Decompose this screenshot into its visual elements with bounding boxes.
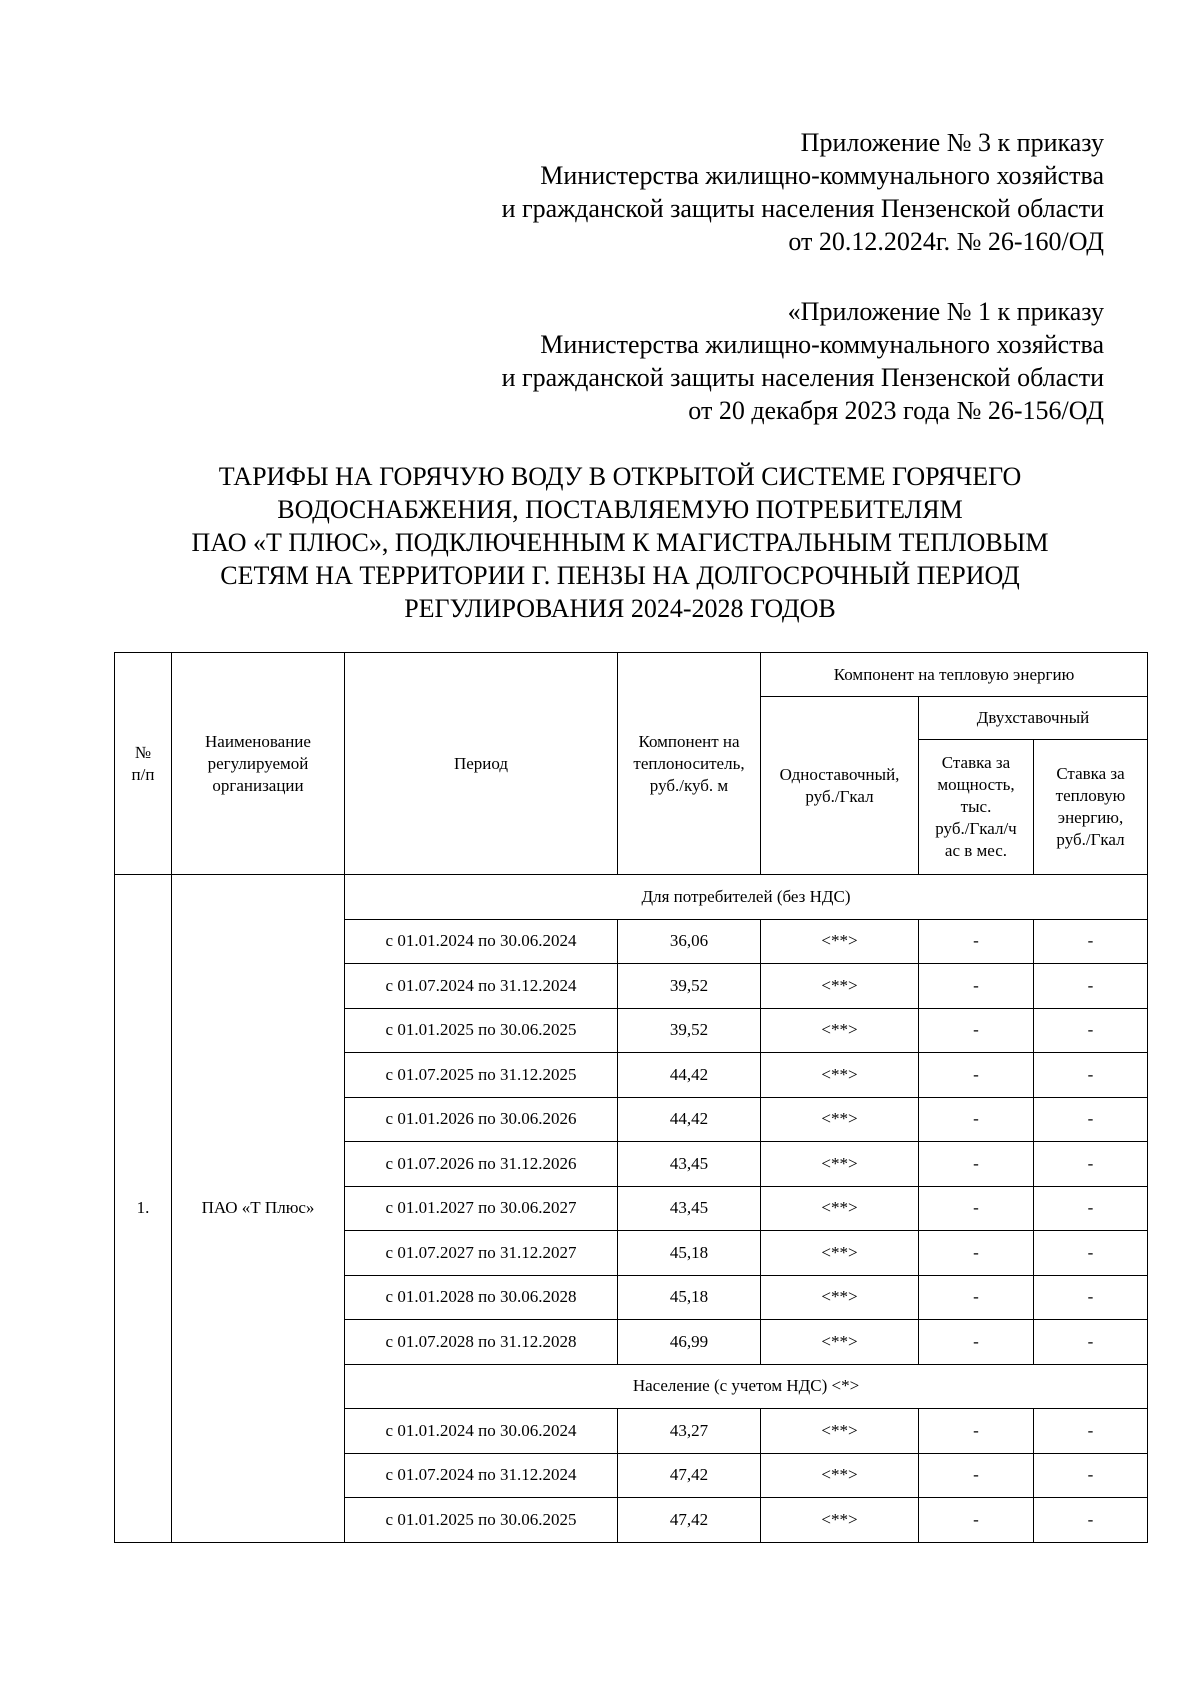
table-header <box>115 653 1148 875</box>
power-rate-cell: - <box>919 919 1034 964</box>
carrier-cell: 44,42 <box>618 1097 761 1142</box>
energy-rate-cell: - <box>1034 1498 1148 1543</box>
period-cell: с 01.01.2026 по 30.06.2026 <box>345 1097 618 1142</box>
header-organization: Наименование регулируемой организации <box>172 653 345 875</box>
title-line: РЕГУЛИРОВАНИЯ 2024-2028 ГОДОВ <box>404 594 836 623</box>
appendix-3-reference <box>502 126 1104 258</box>
energy-rate-cell: - <box>1034 964 1148 1009</box>
title-line: ТАРИФЫ НА ГОРЯЧУЮ ВОДУ В ОТКРЫТОЙ СИСТЕМЕ ГОРЯЧЕГО <box>218 462 1022 491</box>
single-rate-cell: <**> <box>761 919 919 964</box>
energy-rate-cell: - <box>1034 1008 1148 1053</box>
energy-rate-cell: - <box>1034 1453 1148 1498</box>
header-period: Период <box>345 653 618 875</box>
power-rate-cell: - <box>919 1409 1034 1454</box>
single-rate-cell: <**> <box>761 1275 919 1320</box>
period-cell: с 01.01.2027 по 30.06.2027 <box>345 1186 618 1231</box>
power-rate-cell: - <box>919 1186 1034 1231</box>
power-rate-cell: - <box>919 964 1034 1009</box>
carrier-cell: 44,42 <box>618 1053 761 1098</box>
energy-rate-cell: - <box>1034 1142 1148 1187</box>
single-rate-cell: <**> <box>761 1097 919 1142</box>
appendix-1-line: от 20 декабря 2023 года № 26-156/ОД <box>688 396 1104 425</box>
row-number: 1. <box>115 875 172 1543</box>
power-rate-cell: - <box>919 1008 1034 1053</box>
table-body <box>115 875 1148 1543</box>
carrier-cell: 39,52 <box>618 964 761 1009</box>
period-cell: с 01.01.2025 по 30.06.2025 <box>345 1008 618 1053</box>
section-title: Население (с учетом НДС) <*> <box>345 1364 1148 1409</box>
single-rate-cell: <**> <box>761 1498 919 1543</box>
appendix-3-line: Приложение № 3 к приказу <box>800 128 1104 157</box>
appendix-1-line: Министерства жилищно-коммунального хозяйства <box>540 330 1104 359</box>
energy-rate-cell: - <box>1034 1053 1148 1098</box>
header-num: № п/п <box>115 653 172 875</box>
section-row <box>115 875 1148 920</box>
carrier-cell: 39,52 <box>618 1008 761 1053</box>
period-cell: с 01.07.2025 по 31.12.2025 <box>345 1053 618 1098</box>
energy-rate-cell: - <box>1034 1320 1148 1365</box>
period-cell: с 01.01.2024 по 30.06.2024 <box>345 919 618 964</box>
carrier-cell: 36,06 <box>618 919 761 964</box>
power-rate-cell: - <box>919 1231 1034 1276</box>
title-line: СЕТЯМ НА ТЕРРИТОРИИ Г. ПЕНЗЫ НА ДОЛГОСРОЧНЫЙ ПЕРИОД <box>220 561 1020 590</box>
period-cell: с 01.01.2024 по 30.06.2024 <box>345 1409 618 1454</box>
power-rate-cell: - <box>919 1097 1034 1142</box>
appendix-3-line: и гражданской защиты населения Пензенской области <box>501 194 1104 223</box>
single-rate-cell: <**> <box>761 1053 919 1098</box>
period-cell: с 01.07.2027 по 31.12.2027 <box>345 1231 618 1276</box>
header-carrier-component: Компонент на теплоноситель, руб./куб. м <box>618 653 761 875</box>
header-power-rate: Ставка за мощность, тыс. руб./Гкал/ч ас в мес. <box>919 740 1034 875</box>
energy-rate-cell: - <box>1034 919 1148 964</box>
appendix-1-reference <box>502 295 1104 427</box>
header-heat-component: Компонент на тепловую энергию <box>761 653 1148 697</box>
carrier-cell: 45,18 <box>618 1231 761 1276</box>
carrier-cell: 47,42 <box>618 1453 761 1498</box>
power-rate-cell: - <box>919 1275 1034 1320</box>
power-rate-cell: - <box>919 1453 1034 1498</box>
energy-rate-cell: - <box>1034 1409 1148 1454</box>
energy-rate-cell: - <box>1034 1275 1148 1320</box>
appendix-3-line: Министерства жилищно-коммунального хозяйства <box>540 161 1104 190</box>
period-cell: с 01.07.2024 по 31.12.2024 <box>345 964 618 1009</box>
carrier-cell: 43,27 <box>618 1409 761 1454</box>
energy-rate-cell: - <box>1034 1231 1148 1276</box>
period-cell: с 01.07.2026 по 31.12.2026 <box>345 1142 618 1187</box>
carrier-cell: 43,45 <box>618 1186 761 1231</box>
power-rate-cell: - <box>919 1320 1034 1365</box>
power-rate-cell: - <box>919 1142 1034 1187</box>
single-rate-cell: <**> <box>761 1409 919 1454</box>
period-cell: с 01.01.2028 по 30.06.2028 <box>345 1275 618 1320</box>
carrier-cell: 47,42 <box>618 1498 761 1543</box>
carrier-cell: 43,45 <box>618 1142 761 1187</box>
single-rate-cell: <**> <box>761 1142 919 1187</box>
header-single-rate: Одноставочный, руб./Гкал <box>761 697 919 875</box>
single-rate-cell: <**> <box>761 964 919 1009</box>
period-cell: с 01.07.2028 по 31.12.2028 <box>345 1320 618 1365</box>
carrier-cell: 46,99 <box>618 1320 761 1365</box>
period-cell: с 01.01.2025 по 30.06.2025 <box>345 1498 618 1543</box>
appendix-1-line: и гражданской защиты населения Пензенской области <box>501 363 1104 392</box>
header-double-rate: Двухставочный <box>919 697 1148 740</box>
title-line: ПАО «Т ПЛЮС», ПОДКЛЮЧЕННЫМ К МАГИСТРАЛЬНЫМ ТЕПЛОВЫМ <box>191 528 1049 557</box>
organization-name: ПАО «Т Плюс» <box>172 875 345 1543</box>
single-rate-cell: <**> <box>761 1186 919 1231</box>
appendix-1-line: «Приложение № 1 к приказу <box>787 297 1104 326</box>
single-rate-cell: <**> <box>761 1453 919 1498</box>
header-energy-rate: Ставка за тепловую энергию, руб./Гкал <box>1034 740 1148 875</box>
single-rate-cell: <**> <box>761 1008 919 1053</box>
title-line: ВОДОСНАБЖЕНИЯ, ПОСТАВЛЯЕМУЮ ПОТРЕБИТЕЛЯМ <box>277 495 963 524</box>
appendix-3-line: от 20.12.2024г. № 26-160/ОД <box>788 227 1104 256</box>
power-rate-cell: - <box>919 1498 1034 1543</box>
period-cell: с 01.07.2024 по 31.12.2024 <box>345 1453 618 1498</box>
document-title <box>100 460 1140 625</box>
section-title: Для потребителей (без НДС) <box>345 875 1148 920</box>
single-rate-cell: <**> <box>761 1231 919 1276</box>
power-rate-cell: - <box>919 1053 1034 1098</box>
energy-rate-cell: - <box>1034 1186 1148 1231</box>
energy-rate-cell: - <box>1034 1097 1148 1142</box>
tariffs-table <box>114 652 1148 1543</box>
single-rate-cell: <**> <box>761 1320 919 1365</box>
carrier-cell: 45,18 <box>618 1275 761 1320</box>
